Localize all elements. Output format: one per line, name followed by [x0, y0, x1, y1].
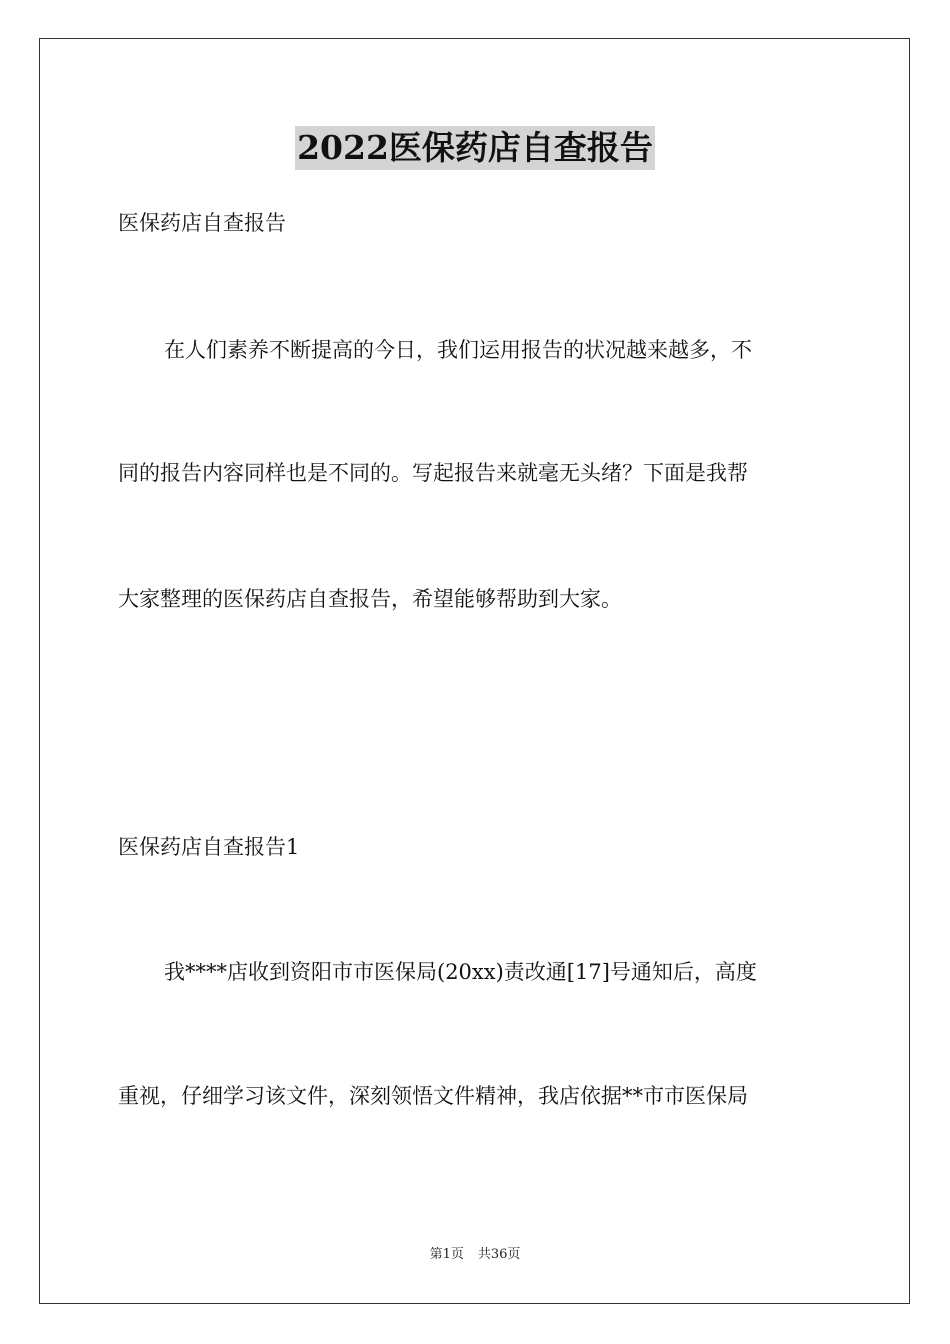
subtitle: 医保药店自查报告 [118, 211, 286, 235]
intro-line-2: 同的报告内容同样也是不同的。写起报告来就毫无头绪？下面是我帮 [118, 461, 748, 485]
intro-line-1: 在人们素养不断提高的今日，我们运用报告的状况越来越多，不 [164, 338, 752, 362]
page-number: 第1页 [429, 1247, 464, 1262]
intro-line-3: 大家整理的医保药店自查报告，希望能够帮助到大家。 [118, 587, 622, 611]
total-pages: 共36页 [477, 1247, 521, 1262]
document-title: 2022医保药店自查报告 [295, 126, 655, 170]
section1-line-2: 重视，仔细学习该文件，深刻领悟文件精神，我店依据**市市医保局 [118, 1084, 748, 1108]
section-heading: 医保药店自查报告1 [118, 835, 300, 859]
page-footer [0, 1246, 950, 1264]
section1-line-1: 我****店收到资阳市市医保局(20xx)责改通[17]号通知后，高度 [164, 960, 757, 984]
title-container [0, 126, 950, 170]
